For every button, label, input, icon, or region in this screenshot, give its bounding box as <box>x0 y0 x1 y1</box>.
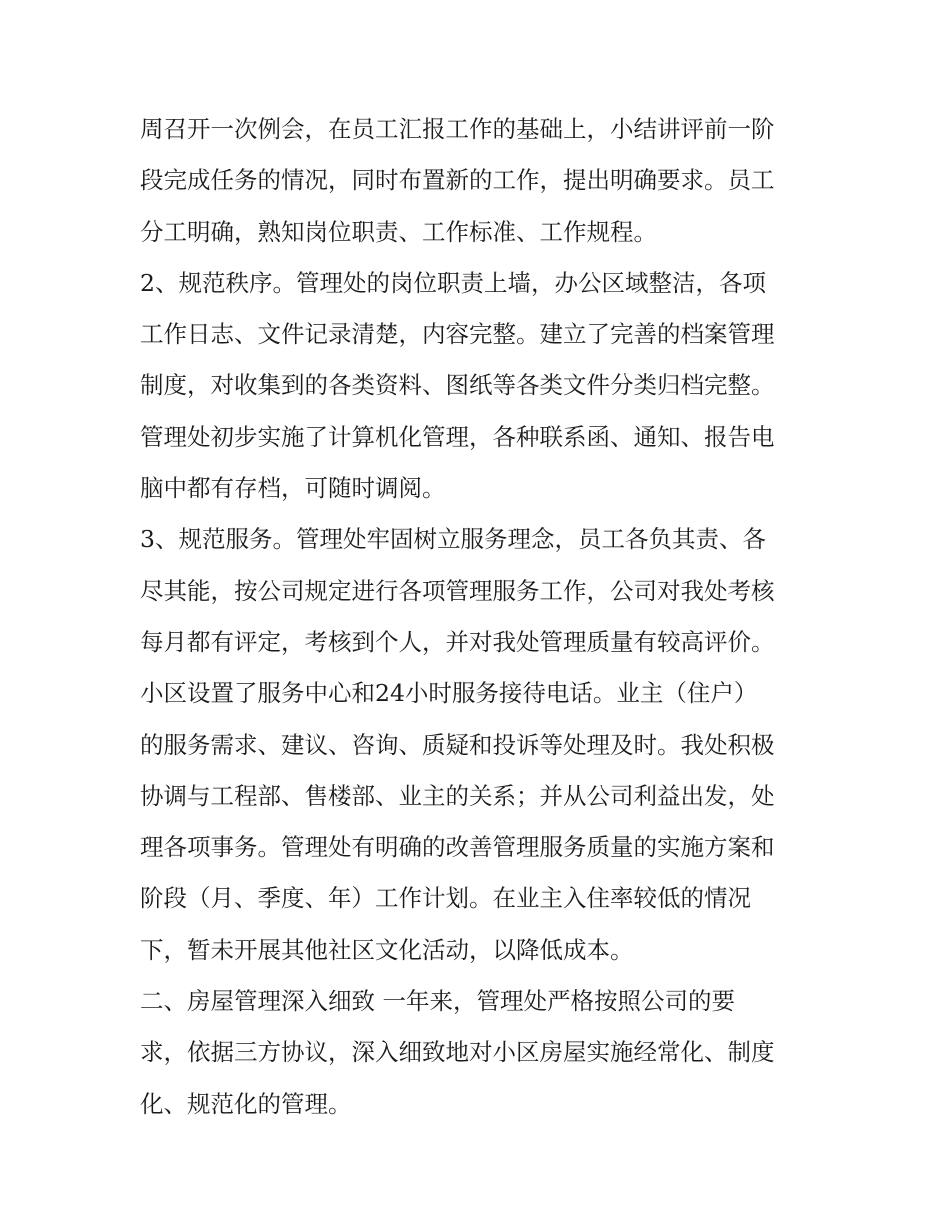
text-line: 脑中都有存档，可随时调阅。 <box>140 474 446 503</box>
text-line: 的服务需求、建议、咨询、质疑和投诉等处理及时。我处积极 <box>140 730 775 759</box>
text-line: 求，依据三方协议，深入细致地对小区房屋实施经常化、制度 <box>140 1038 775 1067</box>
text-line: 管理处初步实施了计算机化管理，各种联系函、通知、报告电 <box>140 422 775 451</box>
text-line: 每月都有评定，考核到个人，并对我处管理质量有较高评价。 <box>140 627 775 656</box>
text-line: 理各项事务。管理处有明确的改善管理服务质量的实施方案和 <box>140 833 775 862</box>
text-line: 二、房屋管理深入细致 一年来，管理处严格按照公司的要 <box>140 987 735 1016</box>
text-line: 协调与工程部、售楼部、业主的关系；并从公司利益出发，处 <box>140 781 775 810</box>
text-line: 下，暂未开展其他社区文化活动，以降低成本。 <box>140 935 634 964</box>
text-line: 2、规范秩序。管理处的岗位职责上墙，办公区域整洁，各项 <box>140 268 766 297</box>
text-line: 尽其能，按公司规定进行各项管理服务工作，公司对我处考核 <box>140 576 775 605</box>
text-line: 小区设置了服务中心和24小时服务接待电话。业主（住户） <box>140 679 758 708</box>
document-body <box>140 104 830 1130</box>
text-line: 化、规范化的管理。 <box>140 1089 352 1118</box>
text-line: 周召开一次例会，在员工汇报工作的基础上，小结讲评前一阶 <box>140 115 775 143</box>
text-line: 阶段（月、季度、年）工作计划。在业主入住率较低的情况 <box>140 884 751 913</box>
text-line: 3、规范服务。管理处牢固树立服务理念，员工各负其责、各 <box>140 525 766 554</box>
text-line: 分工明确，熟知岗位职责、工作标准、工作规程。 <box>140 217 657 246</box>
text-line: 段完成任务的情况，同时布置新的工作，提出明确要求。员工 <box>140 166 775 195</box>
text-line: 工作日志、文件记录清楚，内容完整。建立了完善的档案管理 <box>140 320 775 349</box>
text-line: 制度，对收集到的各类资料、图纸等各类文件分类归档完整。 <box>140 371 775 400</box>
